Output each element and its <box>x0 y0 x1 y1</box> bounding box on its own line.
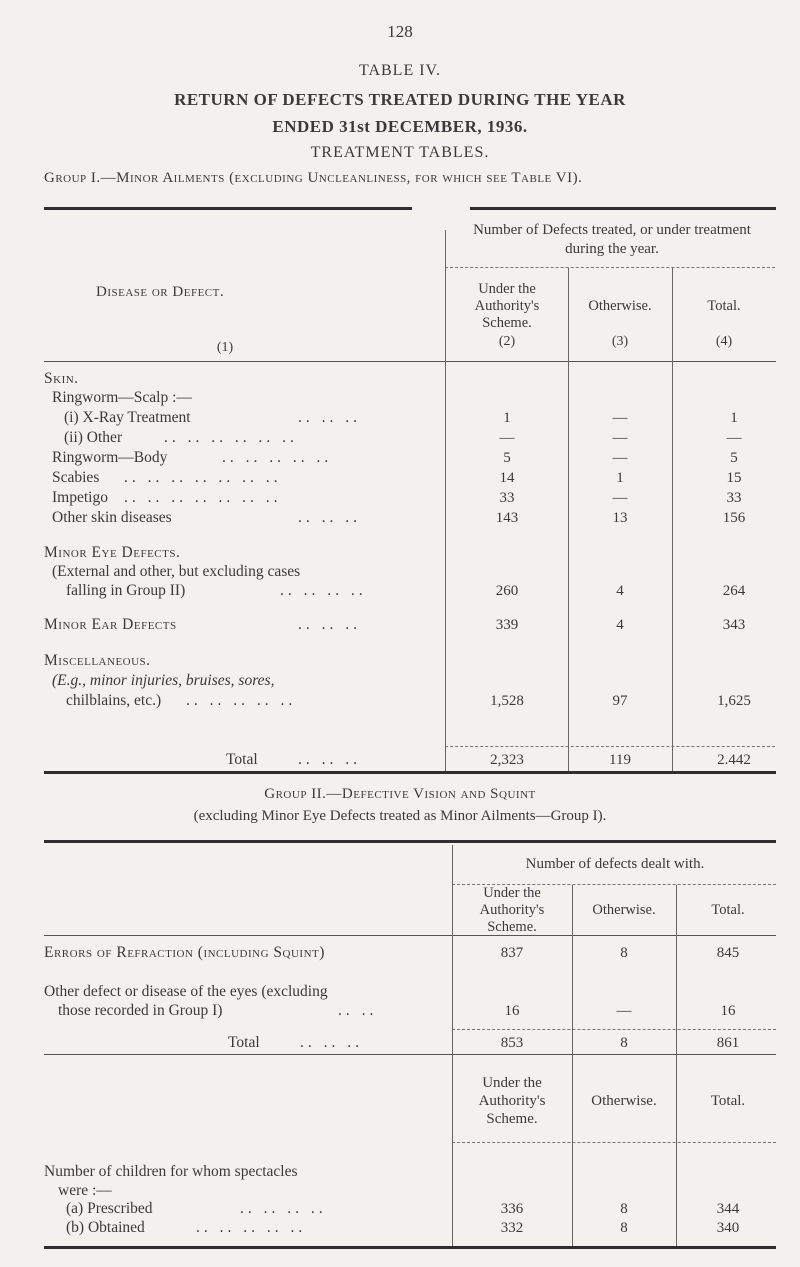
row-dots: .. .. .. .. .. .. .. <box>124 469 282 486</box>
ringworm-scalp-heading: Ringworm—Scalp :— <box>52 389 192 406</box>
table1-bottom-rule <box>44 771 776 774</box>
cell-table2-total-total: 861 <box>716 1035 740 1051</box>
cell-eye-total: 264 <box>722 583 746 599</box>
table2-col-divider-2 <box>572 885 573 1054</box>
table1-col-divider-1 <box>445 230 446 771</box>
cell-misc-otherwise: 97 <box>612 693 628 709</box>
table1-top-rule-right <box>470 207 776 210</box>
row-dots: .. .. <box>338 1002 378 1019</box>
table1-col1-header: Disease or Defect. <box>96 284 225 300</box>
table2-col3-header: Otherwise. <box>592 902 656 918</box>
obtained-label: (b) Obtained <box>66 1219 145 1236</box>
cell-prescribed-total: 344 <box>716 1201 740 1217</box>
table1-col3-header: Otherwise. <box>588 298 652 314</box>
table2-total-label: Total <box>228 1034 260 1051</box>
other-eye-line2: those recorded in Group I) <box>58 1002 223 1019</box>
row-dots: .. .. .. .. <box>240 1200 327 1217</box>
row-label-scabies: Scabies <box>52 469 100 486</box>
eye-heading: Minor Eye Defects. <box>44 544 181 561</box>
row-dots: .. .. .. .. <box>280 582 367 599</box>
cell-xray-otherwise: — <box>612 410 628 426</box>
cell-refraction-authority: 837 <box>500 945 524 961</box>
spectacles-label-line2: were :— <box>58 1182 112 1199</box>
row-label-ringworm-body: Ringworm—Body <box>52 449 168 466</box>
table1-col-divider-3 <box>672 268 673 771</box>
table1-col1-num: (1) <box>216 340 234 355</box>
table-title-line2: ENDED 31st DECEMBER, 1936. <box>272 117 528 136</box>
table2-col-divider-3 <box>676 885 677 1054</box>
cell-other-eye-authority: 16 <box>504 1003 520 1019</box>
table2-bottom-rule <box>44 1054 776 1055</box>
table1-col-divider-2 <box>568 268 569 771</box>
cell-ringworm-body-authority: 5 <box>503 450 511 466</box>
misc-note-line1: (E.g., minor injuries, bruises, sores, <box>52 672 275 689</box>
cell-ear-authority: 339 <box>495 617 519 633</box>
table1-col4-header: Total. <box>707 298 741 314</box>
cell-refraction-total: 845 <box>716 945 740 961</box>
page-number: 128 <box>387 22 413 41</box>
cell-table1-total-otherwise: 119 <box>609 752 631 768</box>
cell-xray-total: 1 <box>730 410 738 426</box>
cell-other-skin-authority: 143 <box>495 510 519 526</box>
table2-col4-header: Total. <box>711 902 745 918</box>
table2-top-rule <box>44 840 776 843</box>
table3-col3-header: Otherwise. <box>591 1093 657 1109</box>
eye-note-line2: falling in Group II) <box>66 582 186 599</box>
table1-header-rule <box>44 361 776 362</box>
row-label-other-skin: Other skin diseases <box>52 509 172 526</box>
table1-col2-header: Under the Authority's Scheme. <box>474 281 540 331</box>
table2-span-header: Number of defects dealt with. <box>525 856 705 872</box>
table-title-line1: RETURN OF DEFECTS TREATED DURING THE YEAR <box>174 90 626 109</box>
cell-impetigo-otherwise: — <box>612 490 628 506</box>
row-dots: .. .. .. .. .. .. .. <box>124 489 282 506</box>
cell-prescribed-authority: 336 <box>500 1201 524 1217</box>
cell-other-eye-otherwise: — <box>616 1003 632 1019</box>
cell-table1-total-authority: 2,323 <box>490 752 524 768</box>
cell-obtained-authority: 332 <box>500 1220 524 1236</box>
table3-col-divider-1 <box>452 1055 453 1246</box>
row-dots: .. .. .. .. .. <box>222 449 333 466</box>
table2-col2-header: Under the Authority's Scheme. <box>479 885 545 935</box>
table1-subheader-rule <box>445 267 775 268</box>
ear-label: Minor Ear Defects <box>44 616 177 633</box>
cell-other-skin-otherwise: 13 <box>612 510 628 526</box>
cell-impetigo-authority: 33 <box>499 490 515 506</box>
table1-col2-num: (2) <box>498 334 516 349</box>
table1-span-header: Number of Defects treated, or under treatment during the year. <box>473 222 751 257</box>
cell-other-total: — <box>726 430 742 446</box>
table3-col2-header: Under the Authority's Scheme. <box>478 1075 546 1127</box>
cell-obtained-total: 340 <box>716 1220 740 1236</box>
cell-scabies-otherwise: 1 <box>616 470 624 486</box>
cell-other-authority: — <box>499 430 515 446</box>
row-dots: .. .. .. <box>298 409 361 426</box>
cell-misc-total: 1,625 <box>717 693 751 709</box>
table3-header-rule <box>452 1142 776 1143</box>
table1-col4-num: (4) <box>715 334 733 349</box>
table2-col-divider-1 <box>452 845 453 1054</box>
cell-ear-total: 343 <box>722 617 746 633</box>
cell-eye-otherwise: 4 <box>616 583 624 599</box>
row-label-other: (ii) Other <box>64 429 123 446</box>
table-number: TABLE IV. <box>358 62 442 79</box>
cell-table2-total-otherwise: 8 <box>620 1035 628 1051</box>
cell-ear-otherwise: 4 <box>616 617 624 633</box>
table3-bottom-rule <box>44 1246 776 1249</box>
cell-refraction-otherwise: 8 <box>620 945 628 961</box>
row-dots: .. .. .. .. .. .. <box>164 429 298 446</box>
row-dots: .. .. .. <box>298 751 361 768</box>
row-dots: .. .. .. .. .. <box>186 692 297 709</box>
table3-col4-header: Total. <box>710 1093 746 1109</box>
prescribed-label: (a) Prescribed <box>66 1200 153 1217</box>
table1-total-label: Total <box>226 751 258 768</box>
cell-table1-total-total: 2.442 <box>717 752 751 768</box>
other-eye-line1: Other defect or disease of the eyes (excluding <box>44 983 328 1000</box>
cell-other-eye-total: 16 <box>720 1003 736 1019</box>
table3-col-divider-3 <box>676 1055 677 1246</box>
row-label-xray: (i) X-Ray Treatment <box>64 409 191 426</box>
row-dots: .. .. .. <box>300 1034 363 1051</box>
table1-col3-num: (3) <box>611 334 629 349</box>
misc-note-line2: chilblains, etc.) <box>66 692 162 709</box>
cell-impetigo-total: 33 <box>726 490 742 506</box>
skin-heading: Skin. <box>44 370 79 387</box>
cell-xray-authority: 1 <box>503 410 511 426</box>
table-title-line3: TREATMENT TABLES. <box>310 144 490 161</box>
misc-heading: Miscellaneous. <box>44 652 151 669</box>
group2-heading: Group II.—Defective Vision and Squint <box>264 786 536 802</box>
row-dots: .. .. .. .. .. <box>196 1219 307 1236</box>
refraction-label: Errors of Refraction (including Squint) <box>44 944 325 961</box>
cell-scabies-total: 15 <box>726 470 742 486</box>
cell-scabies-authority: 14 <box>499 470 515 486</box>
table1-total-rule <box>445 746 775 747</box>
cell-other-skin-total: 156 <box>722 510 746 526</box>
cell-table2-total-authority: 853 <box>500 1035 524 1051</box>
table2-total-rule <box>452 1029 776 1030</box>
row-label-impetigo: Impetigo <box>52 489 108 506</box>
table1-top-rule-left <box>44 207 412 210</box>
cell-prescribed-otherwise: 8 <box>620 1201 628 1217</box>
group1-heading: Group I.—Minor Ailments (excluding Uncleanliness, for which see Table VI). <box>44 170 583 186</box>
group2-subheading: (excluding Minor Eye Defects treated as Minor Ailments—Group I). <box>193 808 607 824</box>
cell-eye-authority: 260 <box>495 583 519 599</box>
row-dots: .. .. .. <box>298 509 361 526</box>
table3-col-divider-2 <box>572 1055 573 1246</box>
cell-obtained-otherwise: 8 <box>620 1220 628 1236</box>
table2-header-rule <box>44 935 776 936</box>
eye-note-line1: (External and other, but excluding cases <box>52 563 301 580</box>
cell-other-otherwise: — <box>612 430 628 446</box>
cell-misc-authority: 1,528 <box>490 693 524 709</box>
row-dots: .. .. .. <box>298 616 361 633</box>
spectacles-label-line1: Number of children for whom spectacles <box>44 1163 298 1180</box>
cell-ringworm-body-total: 5 <box>730 450 738 466</box>
cell-ringworm-body-otherwise: — <box>612 450 628 466</box>
